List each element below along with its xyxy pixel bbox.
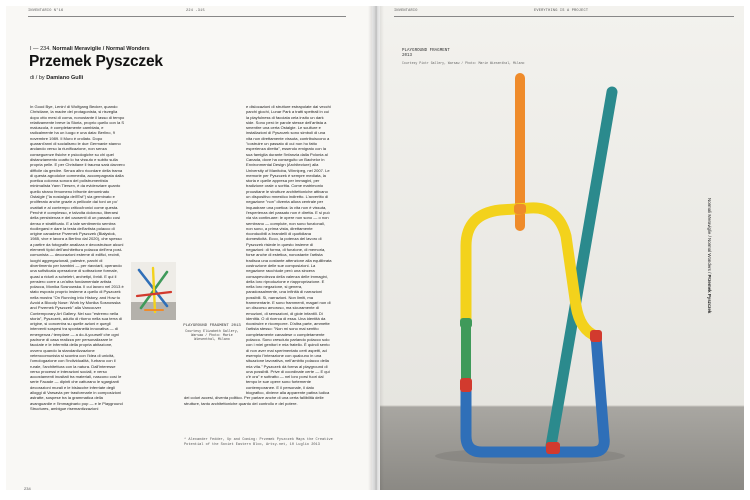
- running-head-pages: 224 -315: [186, 9, 205, 13]
- running-head-issue: INVENTARIO N°16: [28, 9, 64, 13]
- right-header-rule: [394, 16, 734, 17]
- page-number: 234: [24, 486, 31, 491]
- vertical-label-series: Normali Meraviglie / Normal Wonders: [707, 198, 712, 271]
- thumbnail-caption-title: PLAYGROUND FRAGMENT 2013: [183, 324, 241, 328]
- vertical-side-label: Normali Meraviglie / Normal Wonders / Przemek Pyszczek: [707, 198, 712, 314]
- vertical-label-artist: Przemek Pyszczek: [707, 274, 712, 314]
- footnote: * Alexander Fedder, Up and Coming: Przemek Pyszczek Maps the Creative Potential of the Soviet Eastern Bloc, Artsy.net, 10 Luglio 2013: [184, 438, 333, 447]
- page-gutter-shadow: [368, 6, 384, 490]
- thumbnail-sculpture-image: [131, 262, 176, 320]
- article-title: Przemek Pyszczek: [29, 53, 163, 70]
- series-number: I — 234.: [30, 46, 51, 52]
- series-line: [30, 46, 150, 52]
- author-name: Damiano Gulli: [46, 75, 84, 81]
- series-title: Normali Meraviglie / Normal Wonders: [52, 46, 150, 52]
- thumbnail-caption-credit: Courtesy Elizabeth Gallery, Warsaw / Photo: Marie Wiesenthal, Milano: [185, 329, 239, 341]
- right-running-head-left: INVENTARIO: [394, 9, 418, 13]
- plate-caption-year: 2013: [402, 54, 413, 58]
- right-running-head-right: EVERYTHING IS A PROJECT: [534, 9, 589, 13]
- header-rule: [28, 16, 346, 17]
- plate-caption: [402, 49, 524, 65]
- plate-caption-title: PLAYGROUND FRAGMENT: [402, 49, 450, 53]
- column-2-text: e dislocazioni di strutture estrapolate dai vecchi parchi giochi, Lunar Park a tratti spettrali in cui la playfulness di facciata cela insito un dark side. Sono però le parole stesse dell'artista a smentire una certa Ostalgie. Le sculture e installazioni di Pyszczek sono simboli di una vita non direttamente vissuta, contribuiscono a "costruire un passato di cui non ho fatto esperienza diretta", essendo emigrato con la sua famiglia durante l'infanzia dalla Polonia al Canada, dove ha conseguito un Bachelor in Environmental Design (Architecture) alla University of Manitoba, Winnipeg, nel 2007. Le memorie per Pyszczek è sempre mediata, la storia e quelle appresa per immagini, per tradizione orale o scritta. Come matrimonio proustiane le strutture architettoniche attivano un dispositivo mnestico indiretto. L'avvertito di negazione "non" diventa allora centrale per inquadrare una poetica: la vita non è vissuta, l'esperienza del passato non è diretta. E si può via via continuare: le opere non sono — o non sembrano — complute, non sono funzionali, non sono, a prima vista, direttamente riconducibili a brandelli di quotidiana domesticità. Ecco, la potenza del lavoro di Pyszczek risiede in questo insieme di negazioni: di forma, di funzione, di memoria, forse anche di estetica, nonostante l'artista tradisca una costante attenzione alla equilibrata costruzione delle sue composizioni. La negazione racchiude però una sincera consapevolezza della valenza delle immagini, della loro riproduzione e riappropriazione. E nella loro negazione, si genera, paradossalmente, una infinità di narrazioni possibili. Si, narrazioni. Non limiti, ma frammentarie. E sono frammenti, magari non di un discorso amoroso, ma sicuramente di emozioni, di sensazioni, di gioie infantili. Di identità. O di ricerca di essa. Una identità da ricostruire e ricomporre. D'altra parte, ammette l'artista stesso: "Non mi sono mai sentito completamente canadese o completamente polacco. Sono cresciuto parlando polacco solo con i miei genitori e mia fratello. È quindi sento di non aver mai sperimentato certi aspetti, ad esempio l'interazione con qualcuno in una situazione lavorativa, nell'ambito polacco della mia vita." Pyszczek dà forma al playground di una possibili. Prive di coordinate certe — E qui c'è ora" e sottratto — nel loro porsi fuori dal tempo le sue opere sono fortemente contemporanee. E il personale, il dato biografico, diviene alla apparente patina ludica dei colori accesi, diventa politico. Per parlare anche di una certa fallibilità delle strutture, tanto architettoniche quanto del controllo e del potere.: [184, 104, 332, 406]
- plate-caption-credit: Courtesy Piotr Gallery, Warsaw / Photo: Marie Wiesenthal, Milano: [402, 61, 525, 65]
- sculpture-photo: [380, 6, 744, 490]
- thumbnail-caption: [183, 324, 241, 341]
- article-column-2: [184, 104, 332, 464]
- byline: [30, 75, 83, 81]
- byline-prefix: di / by: [30, 75, 45, 81]
- column-1-text: In Good Bye, Lenin! di Wolfgang Becker, quando Christiane, la madre del protagonista, si risveglia dopo otto mesi di coma, nonostante il lasso di tempo relativamente breve la Storia, proprio quello con la S maiuscola, è completamente cambiata, e radicalmente ha un luogo e una data: Berlino, 9 novembre 1989. Il Muro è crollato. Dopo quarant'anni di socialismo le due Germanie stanno andando verso la riunificazione, non senza conseguenze fisiche e psicologiche su chi quel distanziamento coatto lo ha vissuto e subito sulla propria pelle. E per Christiane il trauma sarà davvero difficile da gestire. Senza altro ricordare della trama di questa agrodolce commedia, accompagnata dalla poetica colonna sonora del polistrumentista minimalista Yann Tiersen, è da evidenziare quanto quello strano fenomeno bifronte denominato Ostalgie ("la nostalgia dell'Est") sia germinato e proliferato anche grazie a pellicole dai toni un po' ovattati e al contempo critico/ironici come questa. Perché è complesso, e talvolta doloroso, liberarsi della persistenza e dei caosenti di un passato così denso e stratificato. E a tale sentimento sembra ricollegarsi e dare la testa dell'artista polacco di origine canadese Przemek Pyszczek (Białystok, 1985, vive e lavora a Berlino dal 2020), che spesso a partire da fotografie analizza e decostruisce alcuni elementi tipici dell'architettura polacca dell'era post-comunista — decorazioni esterne di edifici, recinti, luoghi aggregazionali, palestre, parchi di divertimento per bambini — per riavviarli, operando una sofisticata operazione di sottrazione formale, quasi a ridurli a scheletri, archetipi, ibridi. E qui il pensiero corre a un'altra fondamentale artista polacca, Monika Sosnowska. Il cui lavoro nel 2013 è stato esposto proprio insieme a quello di Pyszczek nella mostra "On Running into History, and How to Avoid a Bloody Nose: Work by Monika Sosnowska and Przemek Pyszczek" alla Vancouver Contemporary Art Gallery. Nel suo "estremo nella storia", Pyszczek, adulto di ritorno nella sua terra di origine, si concentra su quelle azioni e quegli interventi sospesi tra spontaneità innovativa — di emergenza / templare — a do-it-yourself che ogni padrone di casa realizza per personalizzare le facciate e le infermità della propria abitazione, ovvero quando la standardizzazione veterocomunista si scontra con l'idea di unicità, l'omologazione con l'individualità, l'urbano con il rurale, l'architettura con la natura. Dall'interesse verso processi e interazioni sociali, e verso accostamenti inusitati tra materiali, nascono così le serie Facade — dipinti che catturano le sgargianti decorazioni murali e le bislacche inferriate degli alloggi di Varsavia per trasformarle in composizioni astratte, sospese tra la grammatica della avanguardie e l'immaginario pop — e le Playground Structures, ambigue risemantizzazioni: [30, 104, 125, 411]
